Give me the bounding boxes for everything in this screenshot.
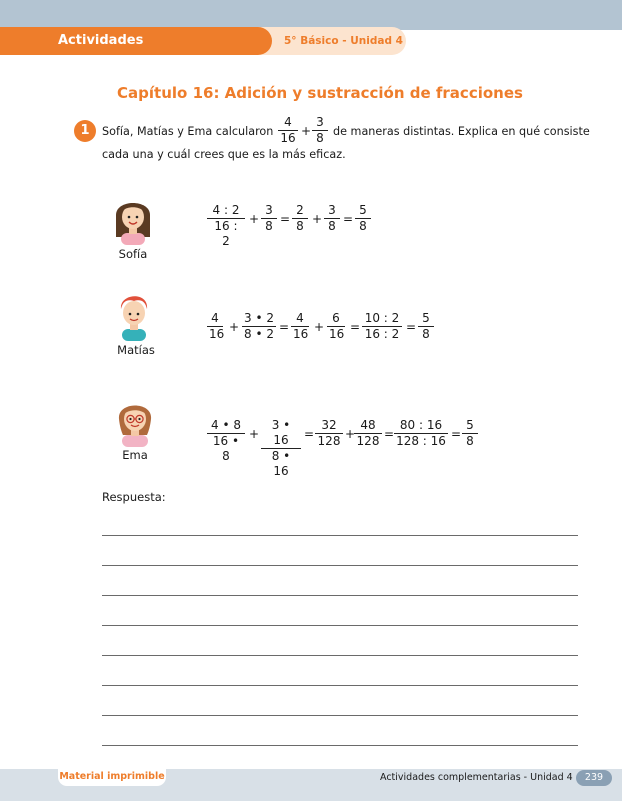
ema-frac-1: $\frac{4 • 8}{16 • 8}$ (207, 418, 245, 464)
ema-frac-2: $\frac{3 • 16}{8 • 16}$ (261, 418, 301, 479)
op-plus: + (229, 320, 240, 334)
matias-frac-6: $\frac{5}{8}$ (418, 311, 434, 342)
answer-line[interactable] (102, 595, 578, 596)
boy-red-hair-icon (113, 289, 155, 345)
answer-line[interactable] (102, 625, 578, 626)
op-equals: = (384, 427, 395, 441)
question-number-badge: 1 (74, 120, 96, 142)
matias-frac-5: $\frac{10 : 2}{16 : 2}$ (362, 311, 402, 342)
op-equals: = (406, 320, 417, 334)
answer-line[interactable] (102, 535, 578, 536)
op-plus: + (249, 427, 260, 441)
op-equals: = (279, 320, 290, 334)
op-equals: = (343, 212, 354, 226)
student-name: Ema (122, 448, 148, 462)
ema-frac-4: $\frac{48}{128}$ (354, 418, 382, 449)
answer-label: Respuesta: (102, 490, 166, 504)
student-name: Sofía (118, 247, 148, 261)
op-equals: = (280, 212, 291, 226)
ema-frac-5: $\frac{80 : 16}{128 : 16}$ (394, 418, 448, 449)
answer-line[interactable] (102, 745, 578, 746)
page-number: 239 (576, 770, 612, 786)
sofia-frac-4: $\frac{3}{8}$ (324, 203, 340, 234)
given-fraction-2: $\frac{3}{8}$ (312, 115, 328, 146)
sofia-frac-1: $\frac{4 : 2}{16 : 2}$ (207, 203, 245, 249)
unit-tab: 5° Básico - Unidad 4 (254, 27, 406, 55)
ema-frac-6: $\frac{5}{8}$ (462, 418, 478, 449)
sofia-frac-2: $\frac{3}{8}$ (261, 203, 277, 234)
girl-glasses-icon (114, 395, 156, 451)
sofia-frac-5: $\frac{5}{8}$ (355, 203, 371, 234)
answer-line[interactable] (102, 715, 578, 716)
op-plus: + (249, 212, 260, 226)
question-text-start: Sofía, Matías y Ema calcularon (102, 125, 274, 138)
plus-sign: + (301, 124, 312, 138)
op-equals: = (451, 427, 462, 441)
chapter-title: Capítulo 16: Adición y sustracción de fracciones (117, 84, 523, 102)
question-text-line2: cada una y cuál crees que es la más eficaz. (102, 148, 346, 161)
op-equals: = (304, 427, 315, 441)
op-plus: + (345, 427, 356, 441)
matias-frac-2: $\frac{3 • 2}{8 • 2}$ (242, 311, 276, 342)
top-band (0, 0, 622, 30)
matias-frac-4: $\frac{6}{16}$ (329, 311, 345, 341)
op-plus: + (312, 212, 323, 226)
answer-line[interactable] (102, 565, 578, 566)
question-text-end: de maneras distintas. Explica en qué consiste (333, 125, 590, 138)
sofia-frac-3: $\frac{2}{8}$ (292, 203, 308, 234)
given-fraction-1: $\frac{4}{16}$ (278, 115, 298, 146)
footer-text: Actividades complementarias - Unidad 4 (380, 772, 573, 783)
student-name: Matías (117, 343, 155, 357)
op-plus: + (314, 320, 325, 334)
ema-frac-3: $\frac{32}{128}$ (315, 418, 343, 449)
printable-badge: Material imprimible (58, 768, 166, 786)
girl-brown-hair-icon (112, 193, 154, 249)
answer-line[interactable] (102, 655, 578, 656)
matias-frac-3: $\frac{4}{16}$ (293, 311, 309, 341)
op-equals: = (350, 320, 361, 334)
answer-line[interactable] (102, 685, 578, 686)
matias-frac-1: $\frac{4}{16}$ (209, 311, 225, 341)
section-tab: Actividades complementarias (0, 27, 272, 55)
